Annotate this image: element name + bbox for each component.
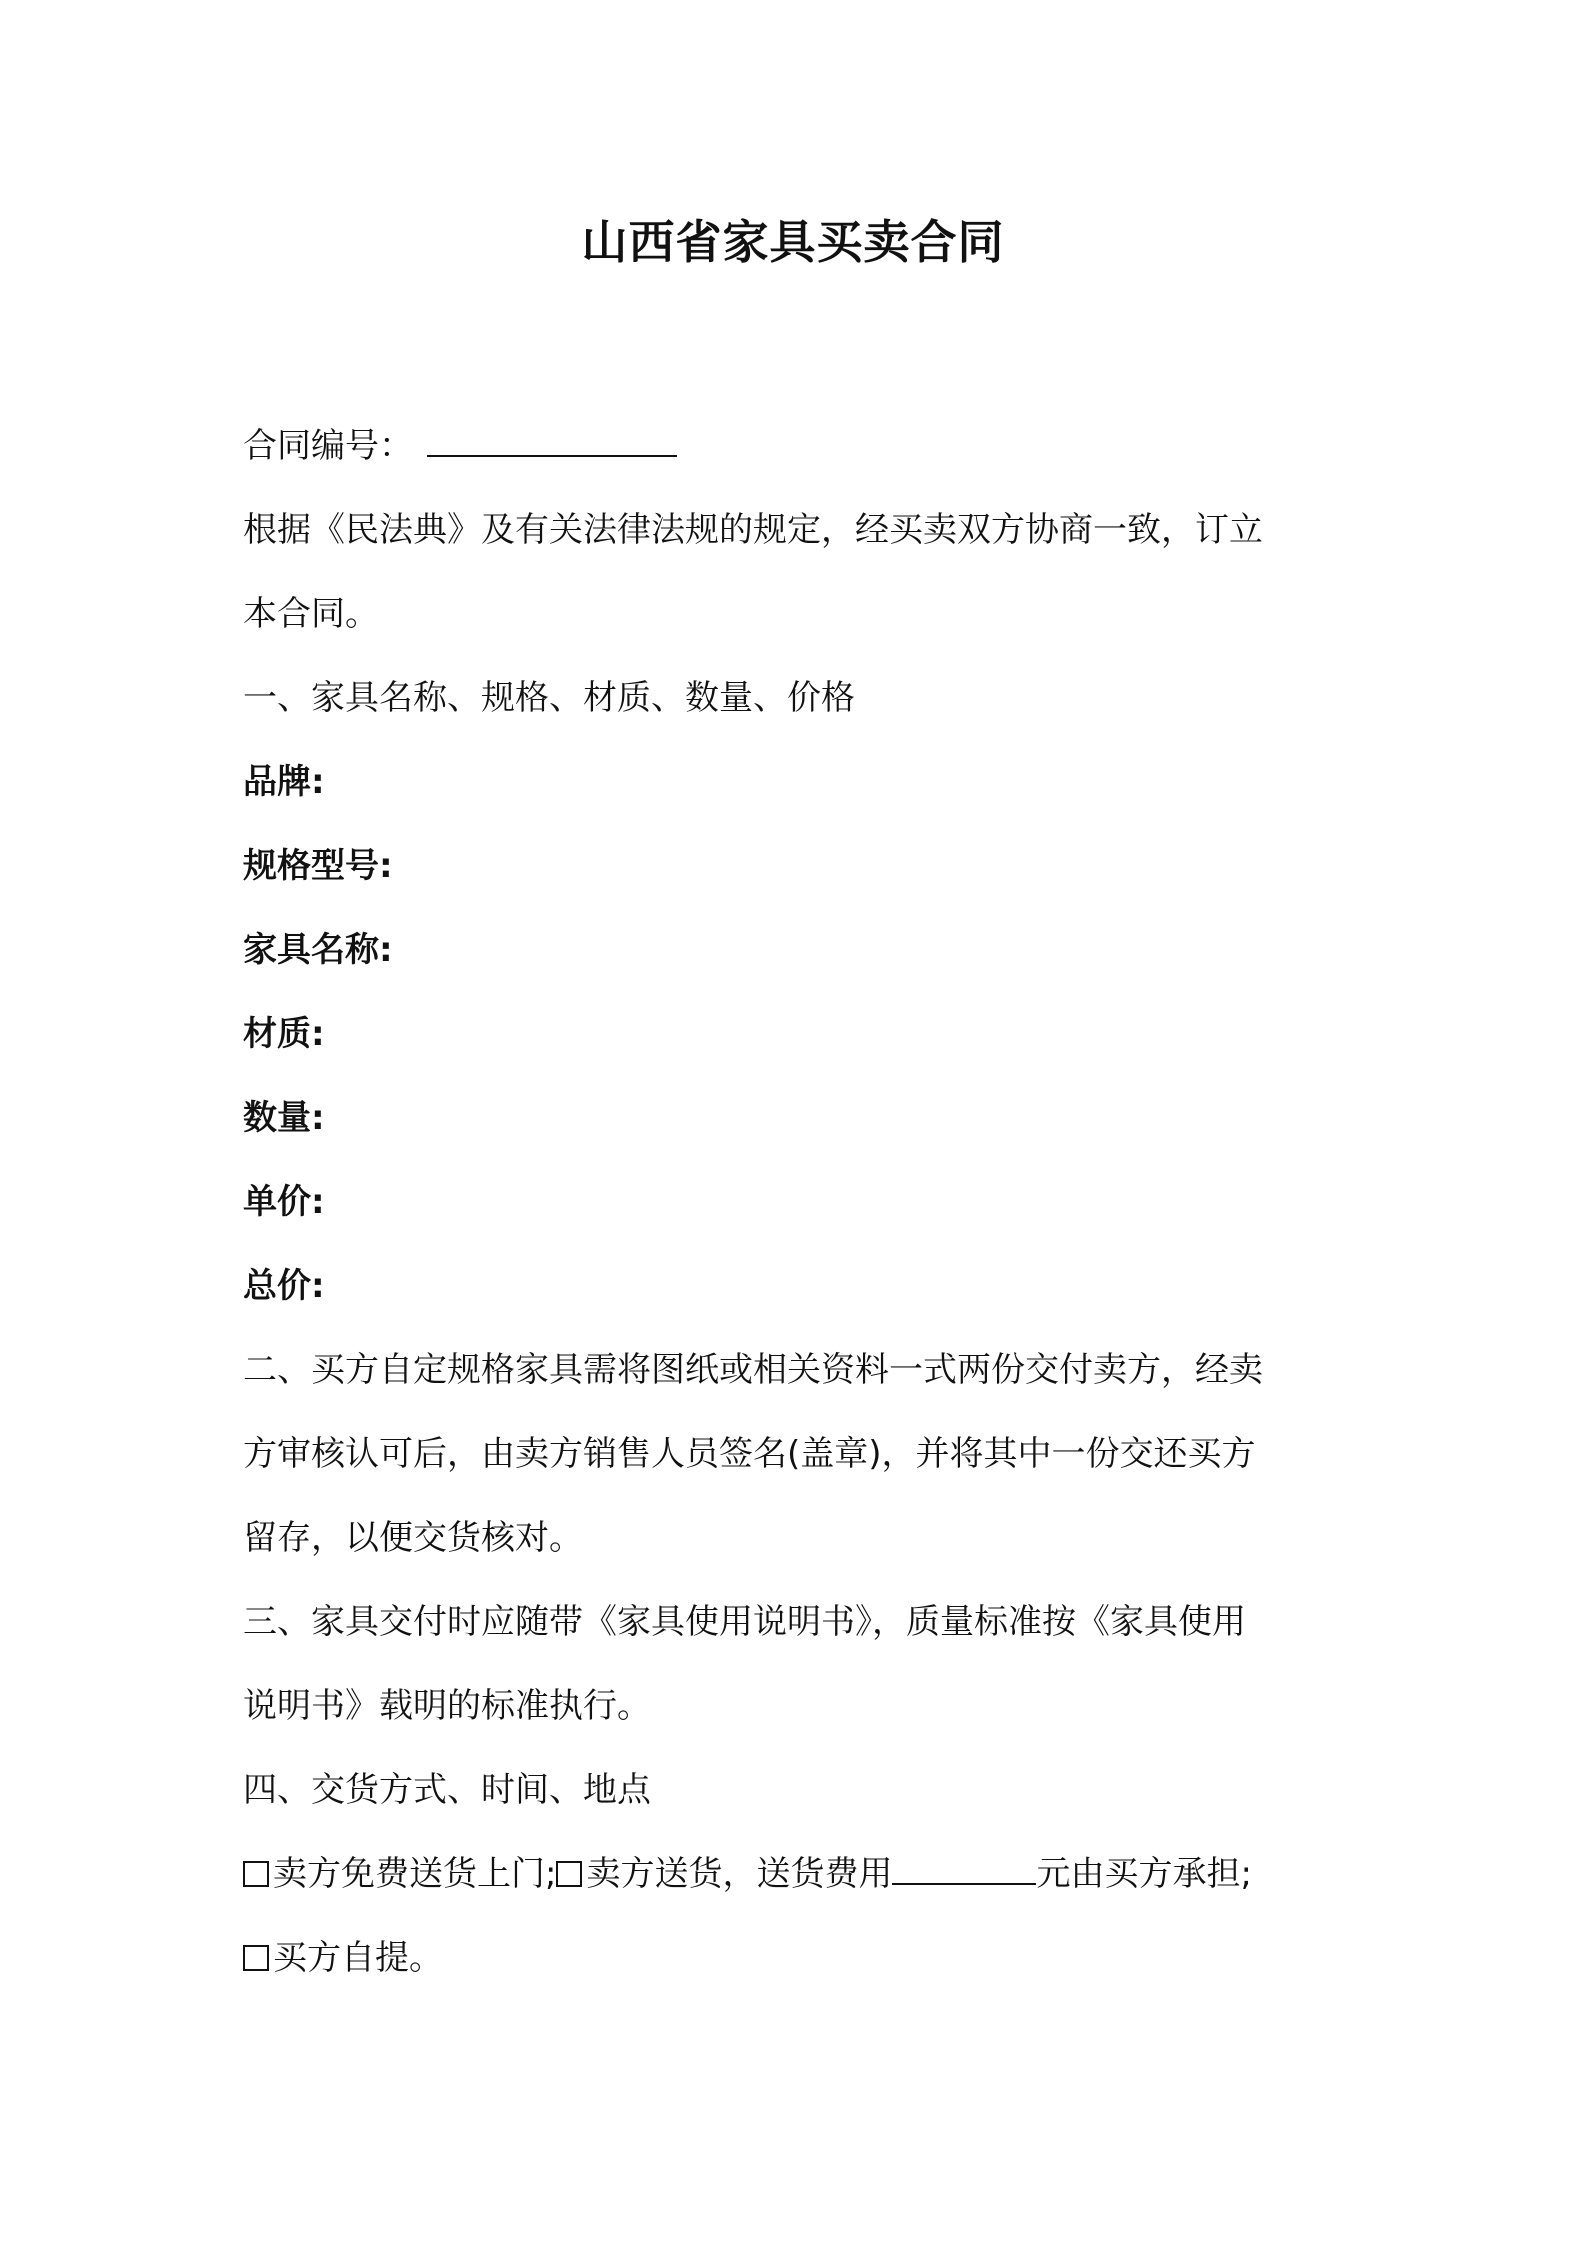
delivery-fee-blank bbox=[892, 1855, 1036, 1885]
field-furniture-name: 家具名称: bbox=[243, 930, 393, 970]
section-2-line-1: 二、买方自定规格家具需将图纸或相关资料一式两份交付卖方，经卖 bbox=[243, 1350, 1263, 1390]
document-body bbox=[243, 404, 1353, 2000]
preamble-line-1: 根据《民法典》及有关法律法规的规定，经买卖双方协商一致，订立 bbox=[243, 510, 1263, 550]
pickup-option-line bbox=[243, 1916, 1353, 2000]
field-brand: 品牌: bbox=[243, 762, 325, 802]
section-3-line-2: 说明书》载明的标准执行。 bbox=[243, 1686, 651, 1726]
delivery-options-line bbox=[243, 1832, 1353, 1916]
field-unit-price: 单价: bbox=[243, 1182, 325, 1222]
document-title: 山西省家具买卖合同 bbox=[581, 215, 1005, 269]
section-1-heading: 一、家具名称、规格、材质、数量、价格 bbox=[243, 678, 855, 718]
field-quantity: 数量: bbox=[243, 1098, 325, 1138]
delivery-free-label: 卖方免费送货上门; bbox=[273, 1854, 557, 1894]
self-pickup-checkbox[interactable] bbox=[243, 1945, 269, 1971]
contract-number-line bbox=[243, 404, 1353, 488]
delivery-paid-label-suffix: 元由买方承担; bbox=[1036, 1854, 1252, 1894]
field-material: 材质: bbox=[243, 1014, 325, 1054]
delivery-free-checkbox[interactable] bbox=[243, 1861, 269, 1887]
delivery-paid-label-prefix: 卖方送货，送货费用 bbox=[586, 1854, 893, 1894]
section-2-line-3: 留存，以便交货核对。 bbox=[243, 1518, 583, 1558]
contract-number-label: 合同编号： bbox=[243, 426, 413, 466]
delivery-paid-checkbox[interactable] bbox=[556, 1861, 582, 1887]
section-4-heading: 四、交货方式、时间、地点 bbox=[243, 1770, 651, 1810]
contract-number-blank bbox=[427, 427, 677, 457]
self-pickup-label: 买方自提。 bbox=[273, 1938, 443, 1978]
field-model: 规格型号: bbox=[243, 846, 393, 886]
field-total-price: 总价: bbox=[243, 1266, 325, 1306]
preamble-line-2: 本合同。 bbox=[243, 594, 379, 634]
section-2-line-2: 方审核认可后，由卖方销售人员签名(盖章)，并将其中一份交还买方 bbox=[243, 1434, 1256, 1474]
section-3-line-1: 三、家具交付时应随带《家具使用说明书》，质量标准按《家具使用 bbox=[243, 1602, 1246, 1642]
